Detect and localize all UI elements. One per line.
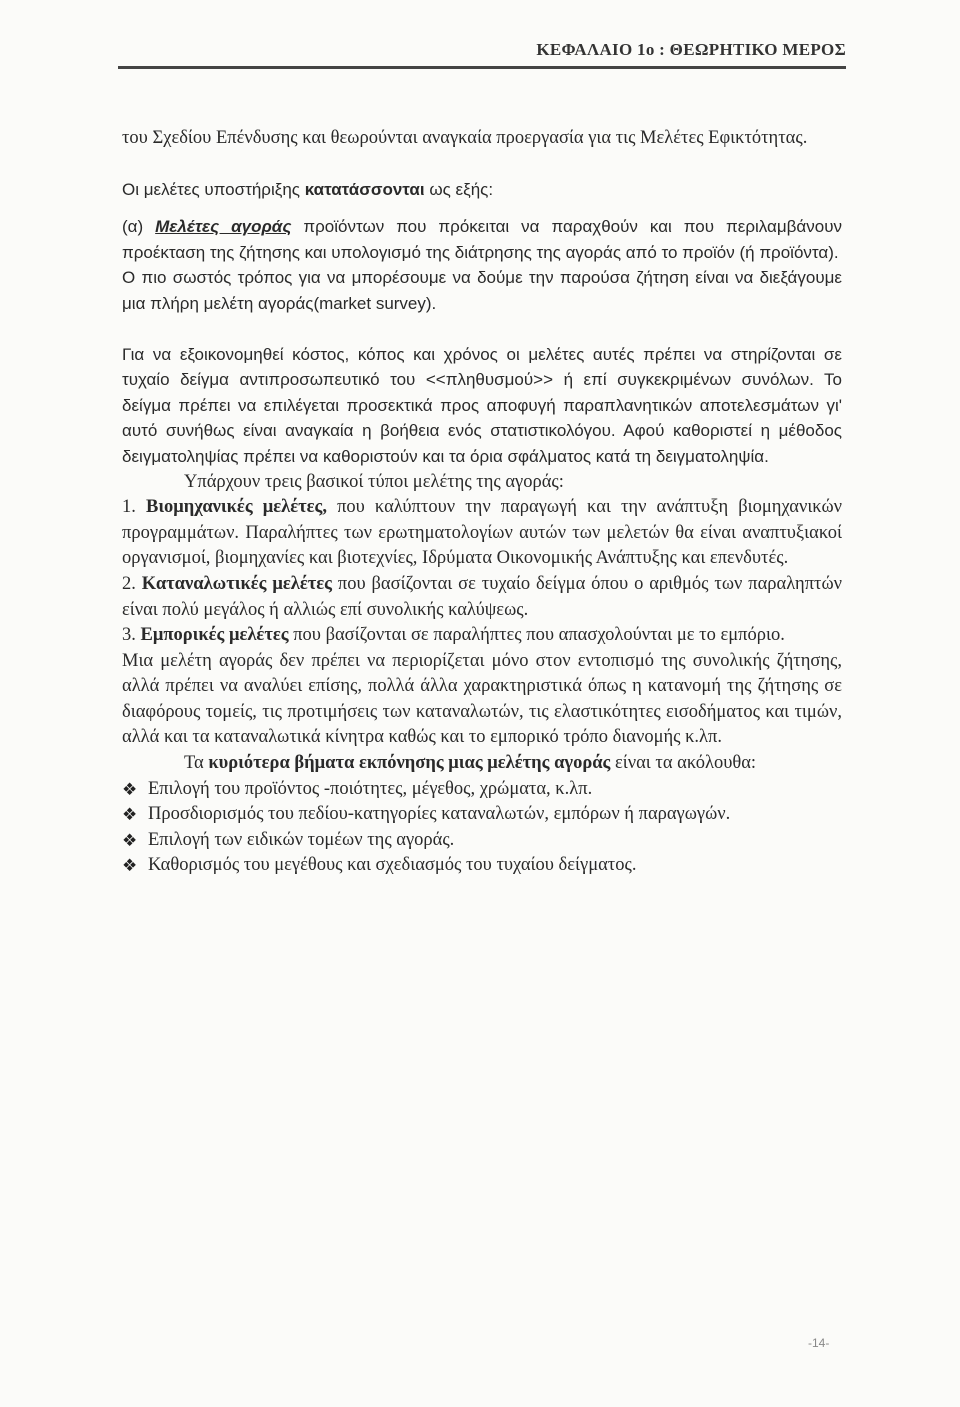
step-item: ❖ Προσδιορισμός του πεδίου-κατηγορίες καταναλωτών, εμπόρων ή παραγωγών. bbox=[122, 802, 842, 828]
type-2-title: Καταναλωτικές μελέτες bbox=[141, 573, 332, 594]
page-body bbox=[122, 126, 842, 879]
paragraph-intro: του Σχεδίου Επένδυσης και θεωρούνται αναγκαία προεργασία για τις Μελέτες Εφικτότητας. bbox=[122, 128, 808, 148]
paragraph-market-studies: (α) Μελέτες αγοράς προϊόντων που πρόκειται να παραχθούν και που περιλαμβάνουν προέκταση της ζήτησης και υπολογισμό της διάτρησης της αγοράς από το προϊόν (ή προϊόντα). bbox=[122, 217, 842, 262]
type-1-title: Βιομηχανικές μελέτες, bbox=[145, 497, 327, 518]
steps-bold-phrase: κυριότερα βήματα εκπόνησης μιας μελέτης αγοράς bbox=[208, 753, 611, 774]
paragraph-classification: Οι μελέτες υποστήριξης κατατάσσονται ως εξής: bbox=[122, 179, 494, 199]
type-3-title: Εμπορικές μελέτες bbox=[140, 625, 289, 646]
market-studies-term: Μελέτες αγοράς bbox=[155, 217, 292, 237]
step-item: ❖ Καθορισμός του μεγέθους και σχεδιασμός του τυχαίου δείγματος. bbox=[122, 853, 842, 879]
running-header: ΚΕΦΑΛΑΙΟ 1ο : ΘΕΩΡΗΤΙΚΟ ΜΕΡΟΣ bbox=[536, 40, 846, 59]
paragraph-steps-intro: Τα κυριότερα βήματα εκπόνησης μιας μελέτης αγοράς είναι τα ακόλουθα: bbox=[184, 753, 757, 774]
paragraph-demand-analysis: Μια μελέτη αγοράς δεν πρέπει να περιορίζεται μόνο στον εντοπισμό της συνολικής ζήτησης, αλλά πρέπει να αναλύει επίσης, πολλά άλλα χαρακτηριστικά όπως η κατανομή της ζήτησης σε διαφόρους τομείς, τις προτιμήσεις των καταναλωτών, τις ελαστικότητες εισοδήματος και τιμών, αλλά και τα καταναλωτικά κίνητρα καθώς και το εμπορικό τρόπο διανομής κ.λπ. bbox=[122, 650, 842, 748]
type-item-3: 3. Εμπορικές μελέτες που βασίζονται σε παραλήπτες που απασχολούνται με το εμπόριο. bbox=[122, 625, 785, 646]
diamond-bullet-icon: ❖ bbox=[122, 830, 138, 850]
page-number: -14- bbox=[808, 1336, 830, 1350]
step-item: ❖ Επιλογή του προϊόντος -ποιότητες, μέγεθος, χρώματα, κ.λπ. bbox=[122, 777, 842, 803]
paragraph-types-intro: Υπάρχουν τρεις βασικοί τύποι μελέτης της αγοράς: bbox=[184, 471, 564, 492]
type-item-2: 2. Καταναλωτικές μελέτες που βασίζονται σε τυχαίο δείγμα όπου ο αριθμός των παραληπτών είναι πολύ μεγάλος ή αλλιώς επί συνολικής καλύψεως. bbox=[122, 573, 843, 620]
diamond-bullet-icon: ❖ bbox=[122, 779, 138, 799]
diamond-bullet-icon: ❖ bbox=[122, 805, 138, 825]
bold-term: κατατάσσονται bbox=[304, 179, 425, 199]
diamond-bullet-icon: ❖ bbox=[122, 856, 138, 876]
paragraph-sampling: Για να εξοικονομηθεί κόστος, κόπος και χρόνος οι μελέτες αυτές πρέπει να στηρίζονται σε τυχαίο δείγμα αντιπροσωπευτικό του <<πληθυσμού>> ή επί συγκεκριμένων συνόλων. Το δείγμα πρέπει να επιλέγεται προσεκτικά προς αποφυγή παραπλανητικών αποτελεσμάτων γι' αυτό συνήθως είναι αναγκαία η βοήθεια ενός στατιστικολόγου. Αφού καθοριστεί η μέθοδος δειγματοληψίας πρέπει να καθοριστούν και τα όρια σφάλματος κατά τη δειγματοληψία. bbox=[122, 344, 842, 466]
paragraph-market-survey: Ο πιο σωστός τρόπος για να μπορέσουμε να δούμε την παρούσα ζήτηση είναι να διεξάγουμε μια πλήρη μελέτη αγοράς(market survey). bbox=[122, 268, 842, 313]
header-rule bbox=[118, 66, 846, 69]
type-item-1: 1. Βιομηχανικές μελέτες, που καλύπτουν την παραγωγή και την ανάπτυξη βιομηχανικών προγραμμάτων. Παραλήπτες των ερωτηματολογίων αυτών των μελετών θα είναι αναπτυξιακοί οργανισμοί, βιομηχανίες και βιοτεχνίες, Ιδρύματα Οικονομικής Ανάπτυξης και επενδυτές. bbox=[122, 497, 843, 569]
step-item: ❖ Επιλογή των ειδικών τομέων της αγοράς. bbox=[122, 828, 842, 854]
